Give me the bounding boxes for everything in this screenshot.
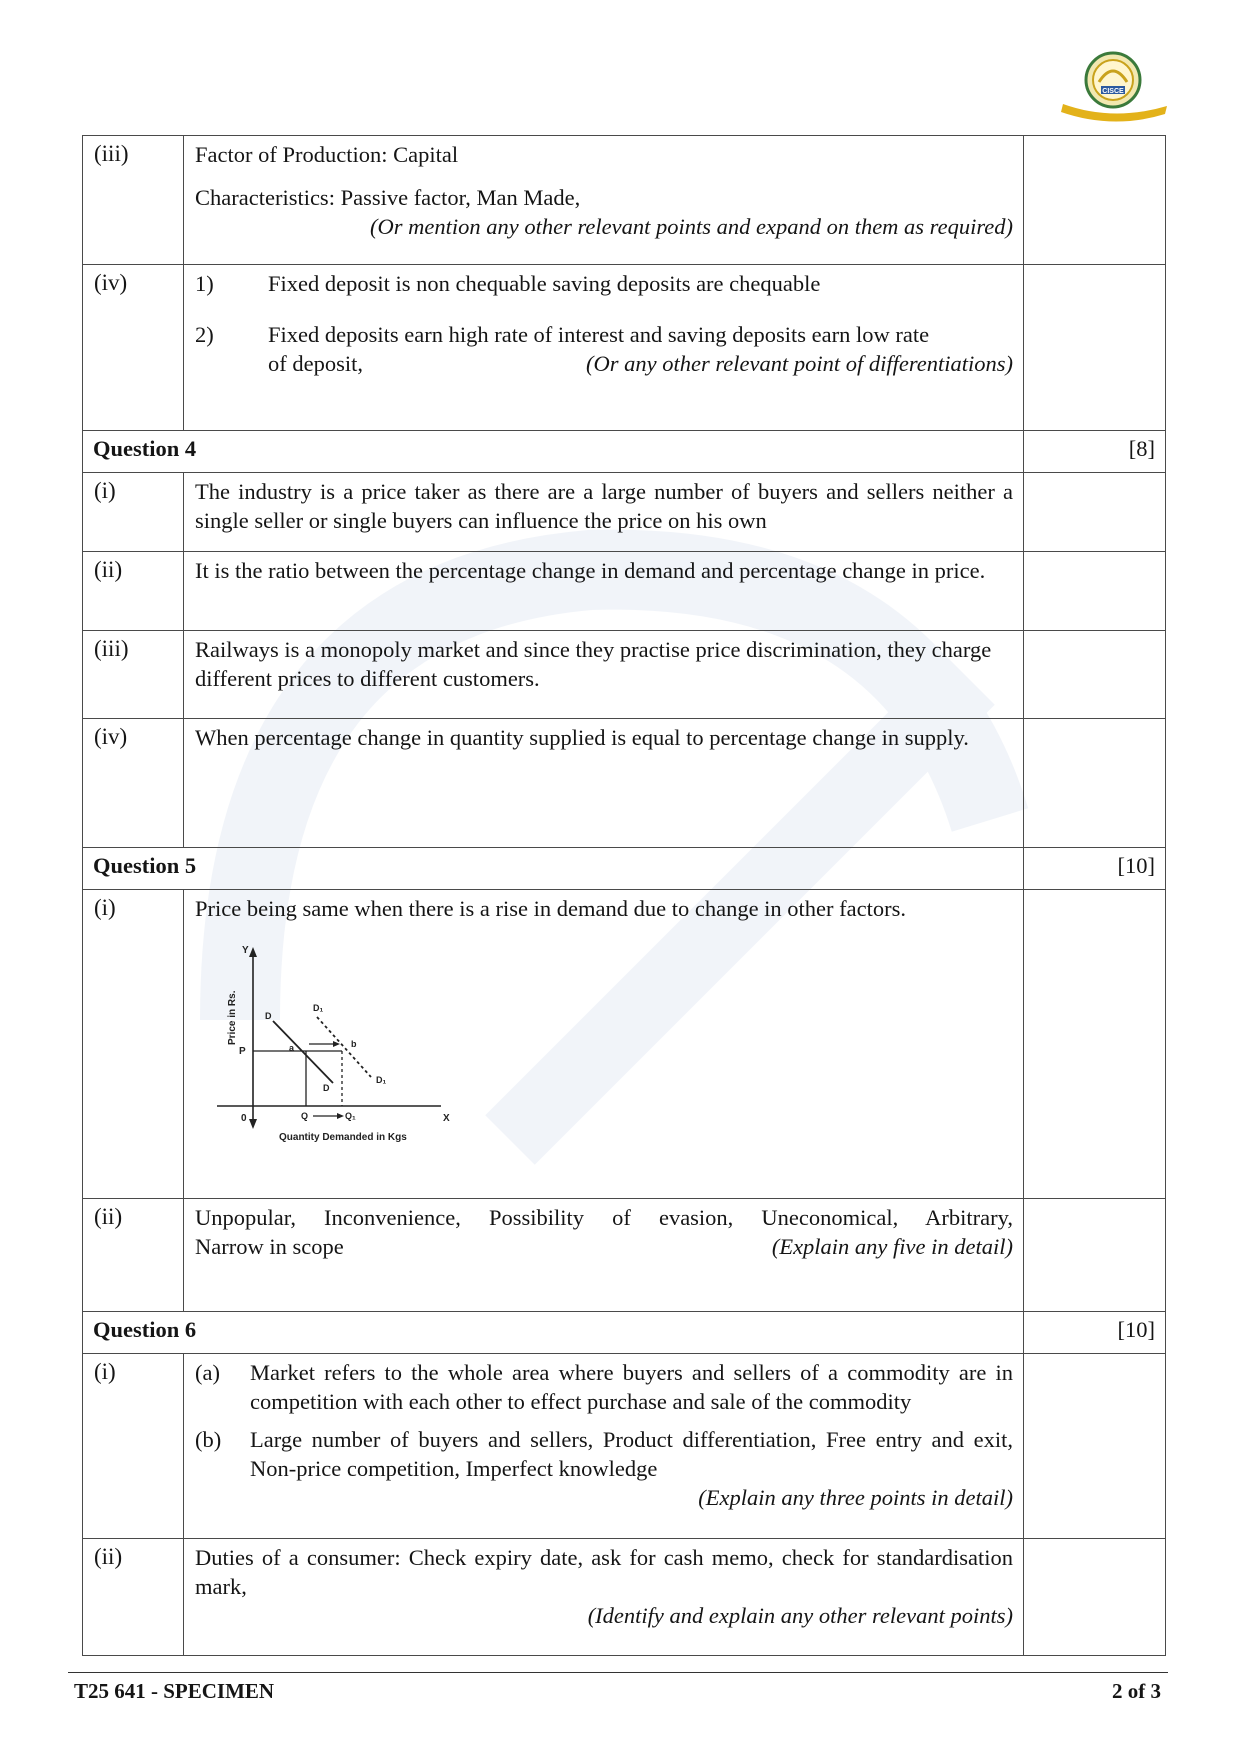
answer-number: (iii) (83, 136, 184, 265)
demand-curve-d1-label: D₁ (313, 1003, 324, 1013)
point-label-a: a (289, 1043, 295, 1053)
demand-curve-d-label: D (265, 1011, 272, 1021)
answer-text (184, 136, 1024, 265)
answer-note: (Explain any five in detail) (771, 1234, 1013, 1259)
marks-cell (1024, 890, 1166, 1199)
marks-cell (1024, 552, 1166, 631)
question-marks: [8] (1024, 431, 1166, 473)
svg-text:CISCE: CISCE (1102, 88, 1124, 95)
y-axis-letter: Y (242, 945, 249, 956)
demand-curve-d (273, 1021, 333, 1083)
answer-number: (ii) (83, 552, 184, 631)
list-item-label: (a) (195, 1360, 220, 1385)
answer-number: (ii) (83, 1539, 184, 1656)
question-header (83, 431, 1166, 473)
marks-cell (1024, 265, 1166, 431)
question-title: Question 6 (83, 1312, 1024, 1354)
origin-label: 0 (241, 1113, 247, 1124)
list-item (195, 1358, 1013, 1416)
answer-text (184, 1199, 1024, 1312)
answer-text (184, 1354, 1024, 1539)
marking-scheme-table (82, 135, 1166, 1656)
answer-row (83, 1354, 1166, 1539)
question-title: Question 5 (83, 848, 1024, 890)
answer-text (184, 890, 1024, 1199)
answer-row (83, 631, 1166, 719)
marks-cell (1024, 1354, 1166, 1539)
page-number: 2 of 3 (1112, 1679, 1161, 1703)
answer-line: Price being same when there is a rise in demand due to change in other factors. (195, 896, 907, 921)
demand-curve-d1 (317, 1017, 371, 1077)
y-axis-title: Price in Rs. (227, 990, 238, 1045)
answer-row (83, 136, 1166, 265)
marks-cell (1024, 1539, 1166, 1656)
answer-note: (Explain any three points in detail) (698, 1485, 1013, 1510)
marks-cell (1024, 719, 1166, 848)
question-title: Question 4 (83, 431, 1024, 473)
cisce-logo (1055, 46, 1173, 130)
list-item (195, 1425, 1013, 1483)
answer-text (184, 265, 1024, 431)
answer-number: (i) (83, 1354, 184, 1539)
quantity-label-q: Q (301, 1111, 309, 1121)
answer-number: (iii) (83, 631, 184, 719)
x-axis-title: Quantity Demanded in Kgs (279, 1132, 407, 1143)
price-label: P (239, 1046, 246, 1057)
answer-number: (i) (83, 890, 184, 1199)
list-item-text: Fixed deposits earn high rate of interest and saving deposits earn low rate (268, 322, 930, 347)
point-label-b: b (351, 1039, 357, 1049)
answer-text (184, 1539, 1024, 1656)
answer-text: Railways is a monopoly market and since they practise price discrimination, they charge different prices to different customers. (184, 631, 1024, 719)
x-axis-letter: X (443, 1113, 450, 1124)
answer-row (83, 1539, 1166, 1656)
answer-number: (iv) (83, 719, 184, 848)
answer-text: It is the ratio between the percentage change in demand and percentage change in price. (184, 552, 1024, 631)
quantity-shift-arrowhead (337, 1113, 344, 1119)
question-marks: [10] (1024, 1312, 1166, 1354)
marks-cell (1024, 631, 1166, 719)
answer-note: (Or mention any other relevant points and expand on them as required) (369, 214, 1013, 239)
question-header (83, 848, 1166, 890)
answer-number: (ii) (83, 1199, 184, 1312)
marks-cell (1024, 1199, 1166, 1312)
question-marks: [10] (1024, 848, 1166, 890)
list-item-text: Fixed deposit is non chequable saving deposits are chequable (268, 271, 821, 296)
answer-number: (i) (83, 473, 184, 552)
answer-number: (iv) (83, 265, 184, 431)
answer-line: Unpopular, Inconvenience, Possibility of evasion, Uneconomical, Arbitrary, (195, 1205, 1013, 1230)
list-item-label: 1) (195, 271, 214, 296)
list-item-text: Large number of buyers and sellers, Product differentiation, Free entry and exit, Non-price competition, Imperfect knowledge (250, 1427, 1013, 1481)
answer-text: When percentage change in quantity supplied is equal to percentage change in supply. (184, 719, 1024, 848)
paper-code: T25 641 - SPECIMEN (74, 1679, 275, 1703)
demand-curve-d1-end-label: D₁ (376, 1075, 387, 1085)
footer-rule (68, 1672, 1168, 1673)
answer-note: (Identify and explain any other relevant points) (587, 1603, 1013, 1628)
demand-curve-d-end-label: D (323, 1083, 330, 1093)
quantity-label-q1: Q₁ (345, 1111, 356, 1121)
answer-text: The industry is a price taker as there are a large number of buyers and sellers neither a single seller or single buyers can influence the price on his own (184, 473, 1024, 552)
answer-line: Characteristics: Passive factor, Man Made, (195, 185, 581, 210)
list-item-text: Market refers to the whole area where buyers and sellers of a commodity are in competition with each other to effect purchase and sale of the commodity (250, 1360, 1013, 1414)
demand-shift-arrowhead (333, 1041, 340, 1047)
list-item-label: 2) (195, 322, 214, 347)
list-item-text: of deposit, (268, 351, 363, 376)
y-axis-arrow (249, 947, 257, 957)
answer-row (83, 1199, 1166, 1312)
list-item (195, 320, 1013, 378)
list-item-label: (b) (195, 1427, 222, 1452)
answer-line: Narrow in scope (195, 1234, 344, 1259)
answer-row (83, 265, 1166, 431)
question-header (83, 1312, 1166, 1354)
list-item (195, 269, 1013, 298)
answer-row (83, 719, 1166, 848)
answer-line: Factor of Production: Capital (195, 142, 459, 167)
demand-shift-chart (209, 935, 459, 1145)
marks-cell (1024, 473, 1166, 552)
marks-cell (1024, 136, 1166, 265)
answer-row (83, 473, 1166, 552)
answer-note: (Or any other relevant point of differentiations) (585, 351, 1013, 376)
answer-row (83, 890, 1166, 1199)
answer-line: Duties of a consumer: Check expiry date, ask for cash memo, check for standardisation mark, (195, 1545, 1013, 1599)
y-axis-arrow-down (249, 1119, 257, 1129)
answer-row (83, 552, 1166, 631)
